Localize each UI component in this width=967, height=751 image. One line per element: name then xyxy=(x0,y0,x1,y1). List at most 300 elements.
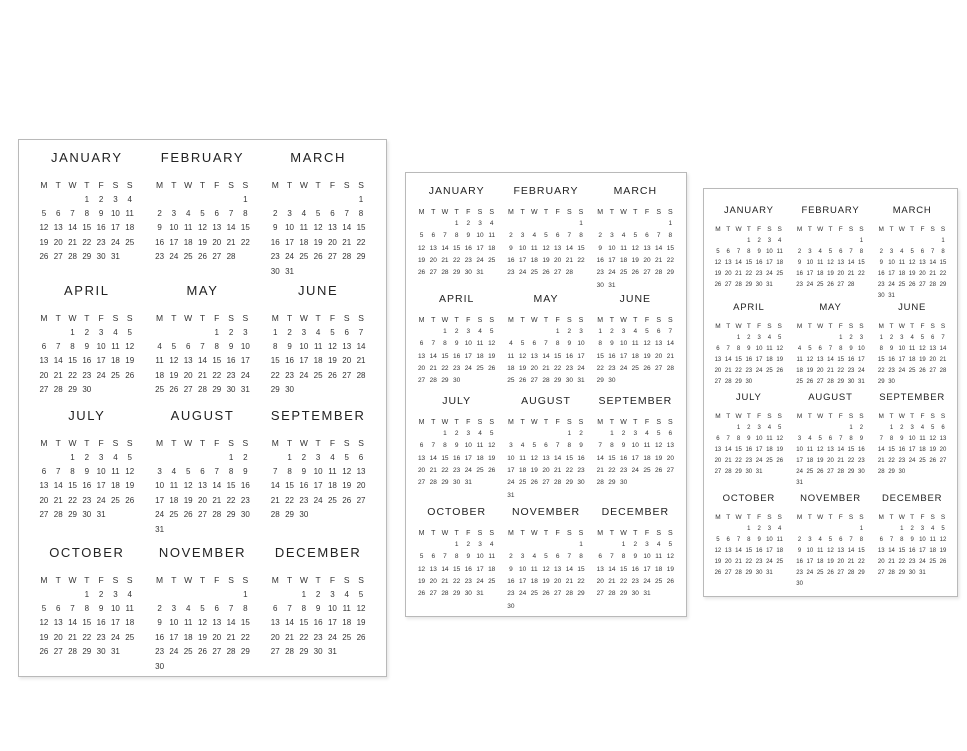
day-cell: 2 xyxy=(273,208,278,218)
day-cell: 23 xyxy=(285,370,294,380)
day-cell: 7 xyxy=(889,536,894,543)
day-cell: 19 xyxy=(939,547,947,554)
day-cell: 3 xyxy=(859,334,864,341)
day-cell: 31 xyxy=(96,510,106,520)
day-cell: 8 xyxy=(849,435,853,442)
weekday-header: S xyxy=(126,438,133,449)
day-cell: 2 xyxy=(567,328,572,336)
day-cell: 20 xyxy=(53,237,63,247)
day-cell: 15 xyxy=(888,446,895,453)
day-cell: 22 xyxy=(68,370,77,380)
day-cell: 12 xyxy=(631,244,639,252)
day-cell: 26 xyxy=(939,558,947,565)
day-cell: 1 xyxy=(443,328,447,336)
day-cell: 16 xyxy=(796,558,803,565)
day-cell: 1 xyxy=(621,541,626,549)
day-cell: 1 xyxy=(879,334,883,341)
weekday-header: W xyxy=(68,313,77,324)
weekday-header: F xyxy=(466,208,471,216)
day-cell: 18 xyxy=(507,365,515,373)
day-cell: 3 xyxy=(315,452,321,462)
weekday-header: S xyxy=(777,323,782,330)
weekday-header: T xyxy=(286,313,293,324)
weekday-header: S xyxy=(566,529,572,537)
day-cell: 5 xyxy=(668,541,673,549)
weekday-header: T xyxy=(746,514,751,521)
day-cell: 24 xyxy=(518,269,527,277)
month-title: OCTOBER xyxy=(49,545,125,560)
day-cell: 20 xyxy=(816,367,824,374)
day-cell: 23 xyxy=(464,257,472,265)
day-cell: 1 xyxy=(839,334,843,341)
day-cell: 31 xyxy=(110,252,120,262)
day-cell: 21 xyxy=(554,467,562,475)
day-cell: 9 xyxy=(797,259,802,266)
day-cell: 22 xyxy=(299,632,309,642)
day-cell: 13 xyxy=(666,442,674,450)
day-cell: 13 xyxy=(39,481,49,491)
day-cell: 26 xyxy=(169,385,179,395)
month-grid xyxy=(876,512,948,578)
day-cell: 3 xyxy=(520,232,525,240)
day-cell: 2 xyxy=(633,541,638,549)
day-cell: 11 xyxy=(817,547,824,554)
day-cell: 27 xyxy=(429,590,437,598)
day-cell: 3 xyxy=(466,430,471,438)
day-cell: 2 xyxy=(757,237,761,244)
day-cell: 12 xyxy=(183,481,193,491)
weekday-header: T xyxy=(520,418,525,426)
weekday-header: F xyxy=(555,208,560,216)
day-cell: 27 xyxy=(342,370,352,380)
month-may xyxy=(152,283,252,397)
day-cell: 12 xyxy=(776,435,784,442)
month-grid xyxy=(876,321,948,387)
day-cell: 29 xyxy=(619,590,628,598)
weekday-header: W xyxy=(735,226,742,233)
day-cell: 1 xyxy=(610,430,614,438)
weekday-header: T xyxy=(431,529,436,537)
weekday-header: T xyxy=(84,313,90,324)
day-cell: 24 xyxy=(110,632,120,642)
day-cell: 6 xyxy=(419,340,424,348)
weekday-header: M xyxy=(507,418,514,426)
day-cell: 11 xyxy=(169,481,179,491)
month-grid xyxy=(37,573,137,659)
day-cell: 2 xyxy=(747,334,751,341)
day-cell: 15 xyxy=(212,356,222,366)
day-cell: 20 xyxy=(542,467,550,475)
day-cell: 3 xyxy=(910,424,914,431)
day-cell: 19 xyxy=(530,467,538,475)
month-row xyxy=(412,395,680,506)
day-cell: 23 xyxy=(155,647,165,657)
weekday-header: S xyxy=(242,313,249,324)
day-cell: 6 xyxy=(920,248,925,255)
month-november xyxy=(505,506,587,613)
day-cell: 17 xyxy=(577,352,585,360)
day-cell: 7 xyxy=(849,248,853,255)
day-cell: 28 xyxy=(429,377,437,385)
weekday-header: T xyxy=(171,438,177,449)
weekday-header: M xyxy=(597,529,604,537)
day-cell: 18 xyxy=(125,618,135,628)
weekday-header: F xyxy=(555,529,560,537)
day-cell: 6 xyxy=(555,553,560,561)
day-cell: 7 xyxy=(287,603,292,613)
day-cell: 13 xyxy=(327,223,337,233)
day-cell: 1 xyxy=(287,452,292,462)
day-cell: 22 xyxy=(212,370,222,380)
day-cell: 10 xyxy=(806,259,814,266)
day-cell: 18 xyxy=(327,481,337,491)
day-cell: 18 xyxy=(299,237,309,247)
day-cell: 20 xyxy=(530,365,538,373)
day-cell: 23 xyxy=(877,281,885,288)
day-cell: 13 xyxy=(417,352,426,360)
month-grid xyxy=(794,224,866,290)
day-cell: 11 xyxy=(125,208,134,218)
weekday-header: W xyxy=(898,413,905,420)
day-cell: 29 xyxy=(858,569,865,576)
weekday-header: F xyxy=(920,226,925,233)
day-cell: 16 xyxy=(608,352,616,360)
day-cell: 5 xyxy=(818,435,822,442)
month-title: APRIL xyxy=(438,293,475,305)
day-cell: 15 xyxy=(735,356,742,363)
weekday-header: S xyxy=(477,529,483,537)
day-cell: 17 xyxy=(755,356,763,363)
month-title: JANUARY xyxy=(428,185,485,197)
day-cell: 16 xyxy=(631,565,639,573)
day-cell: 14 xyxy=(565,244,573,252)
day-cell: 6 xyxy=(56,208,61,218)
day-cell: 21 xyxy=(939,356,947,363)
day-cell: 7 xyxy=(736,248,741,255)
day-cell: 8 xyxy=(610,442,614,450)
day-cell: 26 xyxy=(776,457,784,464)
day-cell: 15 xyxy=(68,481,77,491)
day-cell: 12 xyxy=(39,618,49,628)
day-cell: 18 xyxy=(110,481,120,491)
day-cell: 18 xyxy=(776,259,784,266)
day-cell: 30 xyxy=(226,385,236,395)
day-cell: 12 xyxy=(655,442,663,450)
day-cell: 12 xyxy=(518,352,527,360)
day-cell: 13 xyxy=(596,565,604,573)
day-cell: 9 xyxy=(610,340,614,348)
day-cell: 20 xyxy=(270,632,280,642)
day-cell: 25 xyxy=(530,590,538,598)
day-cell: 30 xyxy=(888,378,895,385)
day-cell: 24 xyxy=(766,270,773,277)
weekday-header: S xyxy=(343,575,350,586)
day-cell: 14 xyxy=(608,565,616,573)
day-cell: 17 xyxy=(299,356,309,366)
month-september xyxy=(594,395,676,490)
day-cell: 11 xyxy=(184,223,193,233)
day-cell: 20 xyxy=(655,352,663,360)
day-cell: 11 xyxy=(111,466,120,476)
weekday-header: F xyxy=(98,575,104,586)
day-cell: 18 xyxy=(908,356,916,363)
weekday-header: S xyxy=(859,514,864,521)
day-cell: 9 xyxy=(509,565,513,573)
day-cell: 15 xyxy=(898,547,906,554)
day-cell: 11 xyxy=(643,442,651,450)
day-cell: 22 xyxy=(240,237,250,247)
day-cell: 14 xyxy=(68,223,77,233)
weekday-header: S xyxy=(126,180,133,191)
day-cell: 24 xyxy=(96,495,106,505)
weekday-header: F xyxy=(644,418,650,426)
day-cell: 7 xyxy=(70,603,75,613)
day-cell: 8 xyxy=(454,232,459,240)
day-cell: 29 xyxy=(554,377,562,385)
weekday-header: T xyxy=(609,208,615,216)
day-cell: 16 xyxy=(507,578,515,586)
month-may xyxy=(794,302,866,387)
day-cell: 30 xyxy=(577,479,585,487)
weekday-header: F xyxy=(466,418,471,426)
day-cell: 19 xyxy=(518,365,527,373)
day-cell: 8 xyxy=(214,341,219,351)
day-cell: 15 xyxy=(939,259,947,266)
weekday-header: S xyxy=(566,208,572,216)
day-cell: 16 xyxy=(82,356,92,366)
weekday-header: S xyxy=(859,226,864,233)
day-cell: 21 xyxy=(270,495,280,505)
day-cell: 23 xyxy=(155,252,165,262)
day-cell: 4 xyxy=(478,430,482,438)
day-cell: 5 xyxy=(127,452,132,462)
day-cell: 9 xyxy=(598,244,603,252)
day-cell: 5 xyxy=(419,232,424,240)
day-cell: 25 xyxy=(110,370,120,380)
day-cell: 15 xyxy=(356,223,366,233)
day-cell: 25 xyxy=(507,377,515,385)
weekday-header: F xyxy=(466,529,471,537)
day-cell: 14 xyxy=(226,223,236,233)
weekday-header: W xyxy=(530,208,538,216)
day-cell: 14 xyxy=(53,481,63,491)
day-cell: 4 xyxy=(478,328,482,336)
day-cell: 9 xyxy=(879,259,883,266)
day-cell: 13 xyxy=(417,454,426,462)
day-cell: 29 xyxy=(212,385,222,395)
weekday-header: S xyxy=(767,323,772,330)
weekday-header: T xyxy=(454,316,459,324)
weekday-header: M xyxy=(878,323,884,330)
weekday-header: S xyxy=(668,529,673,537)
day-cell: 10 xyxy=(919,536,926,543)
day-cell: 27 xyxy=(643,269,651,277)
day-cell: 18 xyxy=(476,454,484,462)
day-cell: 15 xyxy=(299,618,309,628)
day-cell: 16 xyxy=(285,356,294,366)
weekday-header: T xyxy=(910,514,915,521)
day-cell: 28 xyxy=(735,281,742,288)
day-cell: 1 xyxy=(555,328,560,336)
weekday-header: M xyxy=(507,208,514,216)
day-cell: 21 xyxy=(53,495,63,505)
month-title: FEBRUARY xyxy=(513,185,579,197)
day-cell: 18 xyxy=(898,270,906,277)
day-cell: 2 xyxy=(84,452,90,462)
day-cell: 10 xyxy=(766,536,773,543)
weekday-header: T xyxy=(807,226,812,233)
month-grid xyxy=(268,311,368,397)
weekday-header: T xyxy=(726,514,731,521)
day-cell: 6 xyxy=(419,442,424,450)
day-cell: 16 xyxy=(847,356,855,363)
weekday-header: M xyxy=(40,180,48,191)
month-title: SEPTEMBER xyxy=(270,408,366,423)
weekday-header: T xyxy=(609,418,615,426)
day-cell: 11 xyxy=(898,259,905,266)
month-july xyxy=(37,408,137,522)
day-cell: 3 xyxy=(243,327,248,337)
month-row xyxy=(708,205,953,302)
month-title: SEPTEMBER xyxy=(598,395,673,407)
month-title: NOVEMBER xyxy=(158,545,247,560)
day-cell: 5 xyxy=(808,345,812,352)
weekday-header: T xyxy=(807,323,812,330)
day-cell: 28 xyxy=(888,569,895,576)
day-cell: 21 xyxy=(441,257,449,265)
day-cell: 8 xyxy=(84,603,90,613)
day-cell: 25 xyxy=(908,367,916,374)
day-cell: 30 xyxy=(565,377,573,385)
weekday-header: F xyxy=(214,180,220,191)
day-cell: 13 xyxy=(39,356,49,366)
calendar-page-large xyxy=(18,139,387,677)
day-cell: 6 xyxy=(200,466,205,476)
day-cell: 7 xyxy=(598,442,603,450)
day-cell: 24 xyxy=(464,365,472,373)
day-cell: 22 xyxy=(847,457,855,464)
month-title: FEBRUARY xyxy=(801,205,860,216)
day-cell: 24 xyxy=(888,281,895,288)
day-cell: 1 xyxy=(243,194,248,204)
day-cell: 9 xyxy=(757,536,761,543)
day-cell: 20 xyxy=(596,578,604,586)
day-cell: 29 xyxy=(898,569,906,576)
day-cell: 25 xyxy=(125,237,135,247)
weekday-header: M xyxy=(418,529,425,537)
day-cell: 25 xyxy=(919,457,926,464)
day-cell: 25 xyxy=(898,281,906,288)
weekday-header: T xyxy=(431,208,436,216)
day-cell: 29 xyxy=(735,378,742,385)
day-cell: 16 xyxy=(96,618,106,628)
day-cell: 24 xyxy=(858,367,865,374)
day-cell: 13 xyxy=(877,547,885,554)
day-cell: 10 xyxy=(464,340,472,348)
weekday-header: M xyxy=(715,514,721,521)
weekday-header: W xyxy=(620,208,627,216)
weekday-header: M xyxy=(796,323,803,330)
weekday-header: S xyxy=(343,180,350,191)
month-grid xyxy=(268,573,368,659)
day-cell: 18 xyxy=(313,356,323,366)
day-cell: 1 xyxy=(579,220,583,228)
day-cell: 21 xyxy=(837,457,845,464)
day-cell: 23 xyxy=(898,457,906,464)
day-cell: 3 xyxy=(478,220,482,228)
day-cell: 9 xyxy=(301,466,307,476)
weekday-header: S xyxy=(112,575,119,586)
day-cell: 29 xyxy=(270,385,280,395)
day-cell: 6 xyxy=(41,341,47,351)
day-cell: 26 xyxy=(183,510,193,520)
weekday-header: T xyxy=(633,418,638,426)
day-cell: 19 xyxy=(827,270,834,277)
day-cell: 18 xyxy=(169,495,179,505)
day-cell: 5 xyxy=(200,603,205,613)
day-cell: 2 xyxy=(287,327,292,337)
day-cell: 13 xyxy=(554,565,562,573)
day-cell: 20 xyxy=(919,270,926,277)
day-cell: 30 xyxy=(745,468,753,475)
day-cell: 24 xyxy=(240,370,250,380)
day-cell: 29 xyxy=(299,647,309,657)
day-cell: 11 xyxy=(530,565,538,573)
day-cell: 10 xyxy=(169,618,179,628)
day-cell: 27 xyxy=(724,569,732,576)
weekday-header: S xyxy=(489,529,495,537)
month-november xyxy=(152,545,252,674)
day-cell: 8 xyxy=(555,340,560,348)
day-cell: 16 xyxy=(745,356,753,363)
day-cell: 22 xyxy=(82,632,92,642)
day-cell: 8 xyxy=(273,341,278,351)
day-cell: 21 xyxy=(724,367,732,374)
day-cell: 18 xyxy=(816,558,824,565)
day-cell: 2 xyxy=(509,232,513,240)
day-cell: 3 xyxy=(757,334,761,341)
day-cell: 16 xyxy=(898,446,906,453)
weekday-header: M xyxy=(597,316,604,324)
day-cell: 7 xyxy=(668,328,673,336)
month-april xyxy=(713,302,785,387)
day-cell: 29 xyxy=(68,510,77,520)
month-april xyxy=(416,293,498,388)
day-cell: 28 xyxy=(441,269,449,277)
weekday-header: T xyxy=(286,438,293,449)
day-cell: 2 xyxy=(849,334,853,341)
day-cell: 10 xyxy=(577,340,585,348)
weekday-header: T xyxy=(633,208,638,216)
day-cell: 22 xyxy=(453,578,461,586)
day-cell: 31 xyxy=(285,266,294,276)
weekday-header: W xyxy=(735,514,742,521)
day-cell: 28 xyxy=(68,252,77,262)
weekday-header: S xyxy=(848,514,854,521)
day-cell: 11 xyxy=(909,345,916,352)
month-title: MAY xyxy=(186,283,219,298)
day-cell: 20 xyxy=(342,356,352,366)
weekday-header: W xyxy=(441,208,449,216)
day-cell: 29 xyxy=(939,281,947,288)
day-cell: 7 xyxy=(344,208,349,218)
day-cell: 21 xyxy=(929,270,937,277)
month-grid xyxy=(37,178,137,264)
weekday-header: T xyxy=(171,180,177,191)
day-cell: 10 xyxy=(327,603,337,613)
day-cell: 3 xyxy=(621,328,626,336)
day-cell: 9 xyxy=(910,536,914,543)
